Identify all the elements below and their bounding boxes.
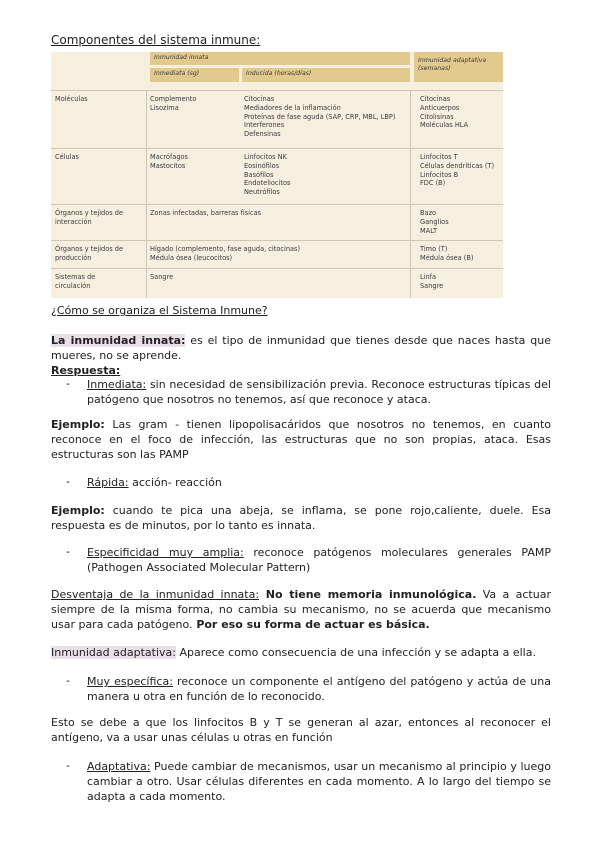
table-row: [51, 204, 503, 241]
cell-immediate: Complemento Lisozima: [150, 95, 197, 112]
cell-innate-span: Hígado (complemento, fase aguda, citocinas) Médula ósea (leucocitos): [150, 245, 301, 262]
bullet-dash: -: [66, 674, 70, 687]
innate-disadvantage: Desventaja de la inmunidad innata: No tiene memoria inmunológica. Va a actuar siempre de la misma forma, no cambia su mecanismo, no se acuerda que mecanismo usar para cada patógeno. Por eso su forma de actuar es básica.: [51, 588, 551, 632]
header-innate: Inmunidad innata: [150, 52, 410, 65]
cell-immediate: Macrófagos Mastocitos: [150, 153, 188, 170]
cell-adaptive: Linfocitos T Células dendríticas (T) Linfocitos B FDC (B): [420, 153, 495, 188]
bullet-muy-especifica: Muy específica: reconoce un componente el antígeno del patógeno y actúa de una manera u otra en función de lo reconocido.: [87, 675, 551, 704]
cell-innate-span: Zonas infectadas, barreras físicas: [150, 209, 262, 217]
bullet-dash: -: [66, 475, 70, 488]
bullet-dash: -: [66, 759, 70, 772]
cell-induced: Citocinas Mediadores de la inflamación Proteínas de fase aguda (SAP, CRP, MBL, LBP) Interferones Defensinas: [244, 95, 396, 139]
bullet-especificidad: Especificidad muy amplia: reconoce patógenos moleculares generales PAMP (Pathogen Associated Molecular Pattern): [87, 546, 551, 575]
bullet-inmediata: Inmediata: sin necesidad de sensibilización previa. Reconoce estructuras típicas del patógeno que nosotros no tenemos, así que reconoce y ataca.: [87, 378, 551, 407]
bullet-dash: -: [66, 377, 70, 390]
table-row: [51, 90, 503, 149]
row-label: Órganos y tejidos de producción: [55, 245, 124, 262]
row-label: Moléculas: [55, 95, 88, 103]
immune-components-table: [51, 52, 503, 298]
header-induced: Inducida (horas/días): [242, 68, 410, 82]
cell-adaptive: Bazo Ganglios MALT: [420, 209, 449, 235]
table-row: [51, 148, 503, 205]
page-title: Componentes del sistema inmune:: [51, 33, 261, 47]
header-adaptive: Inmunidad adaptativa (semanas): [414, 52, 503, 82]
section-title: ¿Cómo se organiza el Sistema Inmune?: [51, 304, 268, 317]
row-label: Sistemas de circulación: [55, 273, 96, 290]
table-row: [51, 240, 503, 269]
adaptive-definition: Inmunidad adaptativa: Aparece como consecuencia de una infección y se adapta a ella.: [51, 646, 536, 659]
cell-adaptive: Timo (T) Médula ósea (B): [420, 245, 474, 262]
row-label: Células: [55, 153, 79, 161]
cell-adaptive: Linfa Sangre: [420, 273, 444, 290]
innate-definition: La inmunidad innata: es el tipo de inmunidad que tienes desde que naces hasta que mueres, no se aprende.: [51, 334, 551, 363]
respuesta-label: Respuesta:: [51, 364, 121, 377]
bullet-rapida: Rápida: acción- reacción: [87, 476, 222, 489]
table-row: [51, 268, 503, 299]
header-immediate: Inmediata (sg): [150, 68, 239, 82]
bullet-dash: -: [66, 545, 70, 558]
cell-innate-span: Sangre: [150, 273, 174, 281]
cell-adaptive: Citocinas Anticuerpos Citolisinas Moléculas HLA: [420, 95, 469, 130]
bullet-adaptativa: Adaptativa: Puede cambiar de mecanismos, usar un mecanismo al principio y luego cambiar a otro. Usar células diferentes en cada momento. A lo largo del tiempo se adapta a cada momento.: [87, 760, 551, 804]
row-label: Órganos y tejidos de interacción: [55, 209, 124, 226]
cell-induced: Linfocitos NK Eosinófilos Basófilos Endoteliocitos Neutrófilos: [244, 153, 291, 197]
example-2: Ejemplo: cuando te pica una abeja, se inflama, se pone rojo,caliente, duele. Esa respuesta es de minutos, por lo tanto es innata.: [51, 504, 551, 533]
example-1: Ejemplo: Las gram - tienen lipopolisacáridos que nosotros no tenemos, en cuanto reconoce en el foco de infección, las estructuras que no son propias, ataca. Esas estructuras son las PAMP: [51, 418, 551, 462]
adaptive-explanation: Esto se debe a que los linfocitos B y T se generan al azar, entonces al reconocer el antígeno, va a usar unas células u otras en función: [51, 716, 551, 745]
